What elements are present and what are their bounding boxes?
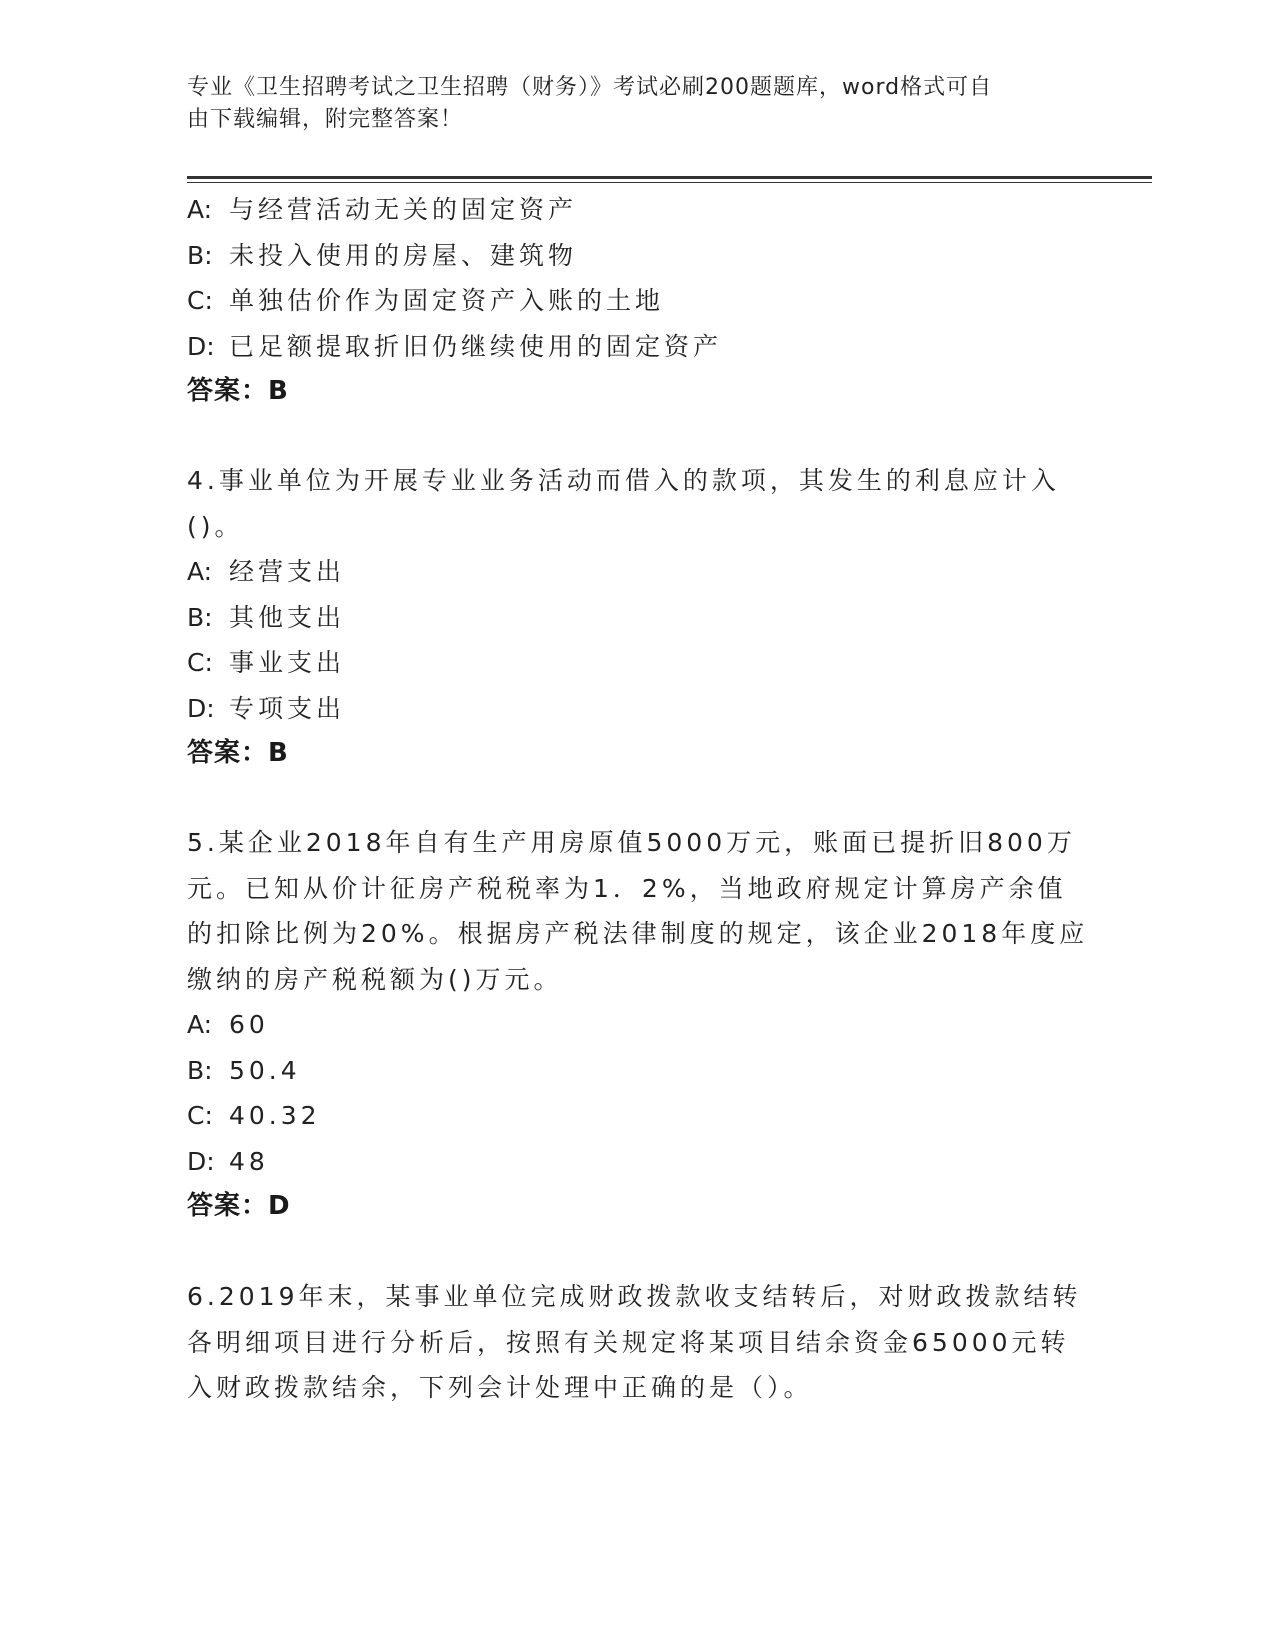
option-text: 50.4	[229, 1055, 301, 1085]
option-text: 与经营活动无关的固定资产	[229, 195, 578, 224]
question-6-stem-line-1: 6.2019年末，某事业单位完成财政拨款收支结转后，对财政拨款结转	[187, 1282, 1082, 1311]
option-label: D:	[187, 1146, 215, 1176]
option-label: B:	[187, 602, 213, 632]
question-5-stem-line-1: 5.某企业2018年自有生产用房原值5000万元，账面已提折旧800万	[187, 828, 1076, 857]
question-3-option-c	[187, 278, 1107, 324]
question-4-option-a	[187, 549, 1107, 595]
question-4-block	[187, 458, 1107, 776]
question-4-stem-line-1: 4.事业单位为开展专业业务活动而借入的款项，其发生的利息应计入	[187, 466, 1060, 495]
option-label: C:	[187, 286, 213, 315]
header-divider-thick	[187, 176, 1152, 179]
question-6-block	[187, 1274, 1107, 1411]
option-label: A:	[187, 195, 213, 224]
header-line-1: 专业《卫生招聘考试之卫生招聘（财务）》考试必刷200题题库，word格式可自	[187, 75, 993, 100]
question-3-answer: 答案：B	[187, 376, 289, 406]
question-4-stem	[187, 458, 1107, 549]
question-5-block	[187, 820, 1107, 1229]
option-text: 其他支出	[229, 602, 346, 632]
question-6-stem	[187, 1274, 1107, 1411]
question-4-stem-line-2: ()。	[187, 511, 244, 541]
question-4-option-c	[187, 640, 1107, 686]
option-label: C:	[187, 1101, 213, 1130]
option-label: C:	[187, 648, 213, 677]
option-text: 事业支出	[229, 648, 346, 677]
option-text: 已足额提取折旧仍继续使用的固定资产	[229, 331, 723, 361]
option-text: 60	[229, 1010, 269, 1039]
option-text: 未投入使用的房屋、建筑物	[229, 240, 578, 270]
question-5-option-b	[187, 1048, 1107, 1094]
question-6-stem-line-2: 各明细项目进行分析后，按照有关规定将某项目结余资金65000元转	[187, 1327, 1070, 1357]
header-line-2: 由下载编辑，附完整答案！	[187, 107, 464, 132]
question-content	[187, 187, 1107, 1411]
option-label: B:	[187, 240, 213, 270]
option-label: B:	[187, 1055, 213, 1085]
option-text: 48	[229, 1146, 269, 1176]
question-3-option-a	[187, 187, 1107, 233]
question-4-option-b	[187, 595, 1107, 641]
header-divider-thin	[187, 182, 1152, 183]
option-label: A:	[187, 557, 213, 586]
option-label: D:	[187, 693, 215, 723]
question-3-option-b	[187, 233, 1107, 279]
question-3-block	[187, 187, 1107, 414]
question-3-option-d	[187, 324, 1107, 370]
question-5-option-c	[187, 1093, 1107, 1139]
question-4-option-d	[187, 686, 1107, 732]
question-4-answer: 答案：B	[187, 738, 289, 768]
question-5-stem	[187, 820, 1107, 1002]
question-5-stem-line-2: 元。已知从价计征房产税税率为1．2%，当地政府规定计算房产余值	[187, 873, 1067, 903]
document-header	[187, 72, 1067, 136]
question-5-option-a	[187, 1002, 1107, 1048]
option-text: 单独估价作为固定资产入账的土地	[229, 286, 665, 315]
option-label: D:	[187, 331, 215, 361]
question-6-stem-line-3: 入财政拨款结余，下列会计处理中正确的是（）。	[187, 1373, 813, 1402]
question-5-stem-line-4: 缴纳的房产税税额为()万元。	[187, 964, 563, 994]
question-5-answer: 答案：D	[187, 1191, 291, 1221]
option-text: 经营支出	[229, 557, 346, 586]
question-5-option-d	[187, 1139, 1107, 1185]
option-label: A:	[187, 1010, 213, 1039]
question-5-stem-line-3: 的扣除比例为20%。根据房产税法律制度的规定，该企业2018年度应	[187, 919, 1089, 948]
option-text: 40.32	[229, 1101, 321, 1130]
option-text: 专项支出	[229, 693, 346, 723]
